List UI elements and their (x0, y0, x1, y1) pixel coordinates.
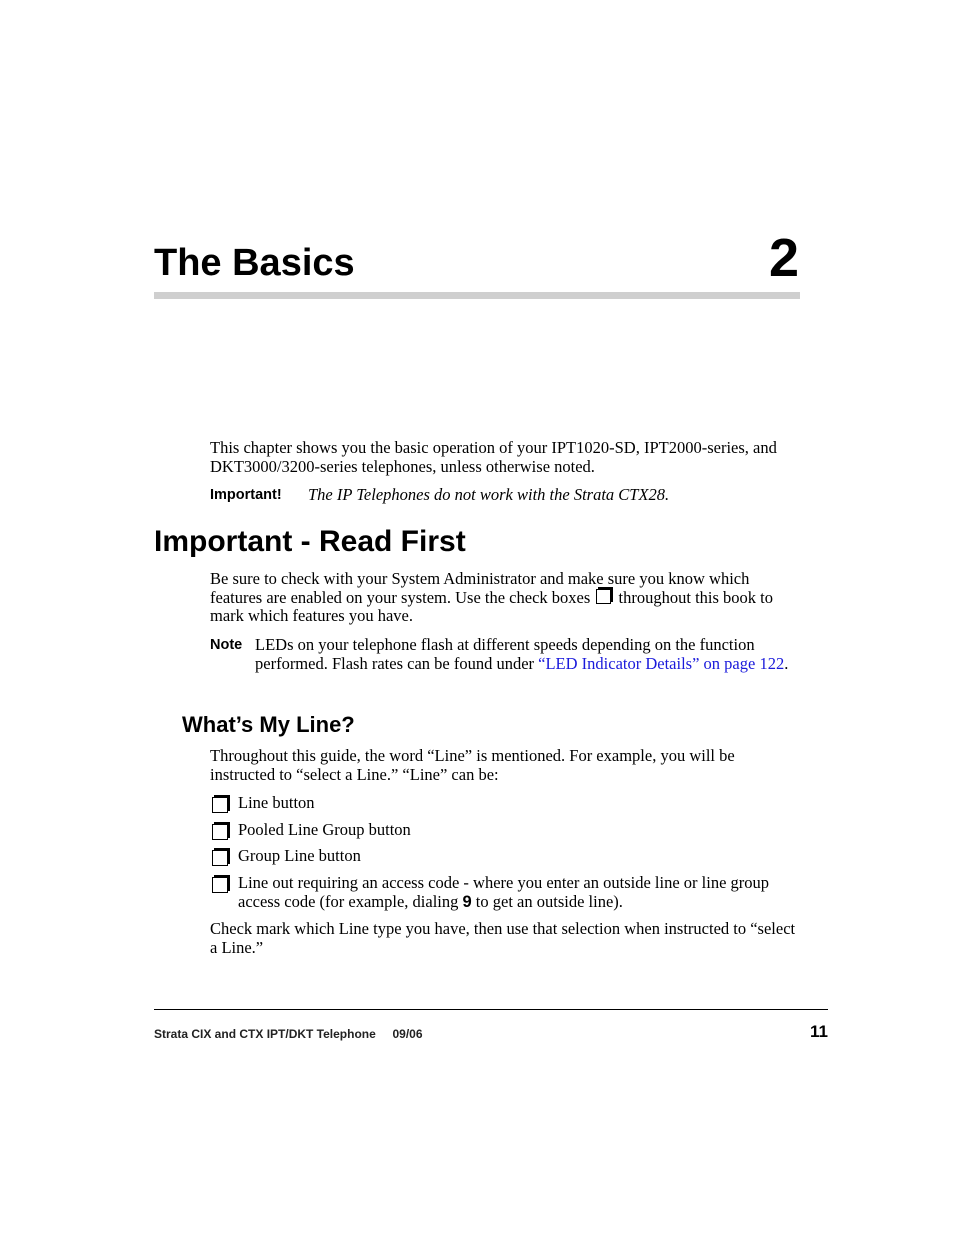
read-first-paragraph (210, 570, 800, 626)
note-end: . (784, 654, 789, 673)
chapter-divider (154, 292, 800, 299)
read-first-text-part1: Be sure to check with your System Administrator and make sure you know which features are enabled on your system. Use the check boxes (210, 569, 750, 607)
section-heading-my-line: What’s My Line? (182, 712, 355, 737)
footer-divider (154, 1009, 828, 1010)
intro-paragraph: This chapter shows you the basic operation of your IPT1020-SD, IPT2000-series, and DKT3000/3200-series telephones, unless otherwise noted. (210, 438, 777, 476)
list-item-text: Pooled Line Group button (238, 820, 411, 839)
checkbox-icon (212, 877, 228, 893)
note-body: LEDs on your telephone flash at different speeds depending on the function performed. Flash rates can be found under (255, 635, 755, 673)
dial-key: 9 (462, 892, 472, 911)
important-label: Important! (210, 487, 282, 503)
closing-paragraph: Check mark which Line type you have, then use that selection when instructed to “select a Line.” (210, 919, 796, 957)
note-text (255, 635, 800, 673)
checkbox-icon (596, 589, 611, 604)
chapter-title: The Basics (154, 242, 355, 284)
list-item-text (238, 874, 800, 911)
checkbox-icon (212, 824, 228, 840)
footer-date: 09/06 (392, 1027, 423, 1041)
list-item-text: Group Line button (238, 846, 361, 865)
list-item-text: Line button (238, 793, 315, 812)
list-item-text-part1: Line out requiring an access code - where you enter an outside line or line group access code (for example, dialing (238, 873, 770, 911)
list-item-text-part2: to get an outside line). (475, 891, 623, 911)
note-label: Note (210, 637, 243, 653)
section-heading-read-first: Important - Read First (154, 525, 466, 558)
checkbox-icon (212, 850, 228, 866)
chapter-number: 2 (768, 228, 799, 288)
footer-doc-title: Strata CIX and CTX IPT/DKT Telephone (154, 1027, 376, 1041)
read-first-text-part2: throughout this book to mark which features you have. (210, 587, 773, 626)
page-number: 11 (810, 1022, 828, 1041)
my-line-paragraph: Throughout this guide, the word “Line” is mentioned. For example, you will be instructed to “select a Line.” “Line” can be: (210, 746, 735, 784)
footer-doc-info (154, 1026, 423, 1042)
important-text: The IP Telephones do not work with the Strata CTX28. (308, 485, 670, 504)
led-indicator-details-link[interactable]: “LED Indicator Details” on page 122 (538, 654, 785, 673)
checkbox-icon (212, 797, 228, 813)
